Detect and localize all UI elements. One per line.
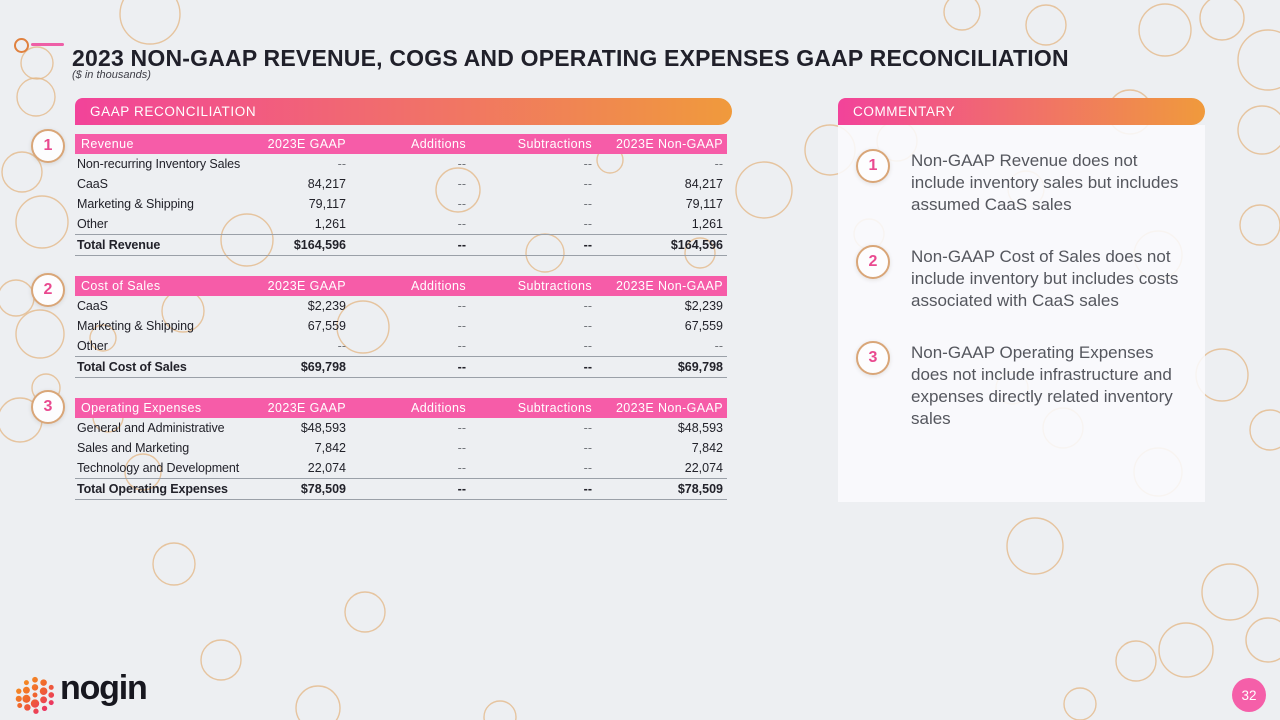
cell-value: -- [457,177,466,191]
accent-line [31,43,64,46]
commentary-item [856,245,1192,312]
column-header: Subtractions [470,398,596,418]
total-value: $78,509 [596,479,727,500]
cell-value: 84,217 [684,177,723,191]
table-row [75,458,727,479]
table-header-row [75,276,727,296]
cell-value: -- [583,441,592,455]
total-value: -- [350,235,470,256]
commentary-list [856,149,1192,459]
table-header-row [75,398,727,418]
section-header-commentary [838,98,1205,125]
page-title: 2023 NON-GAAP REVENUE, COGS AND OPERATING EXPENSES GAAP RECONCILIATION [72,45,1069,72]
row-label: Other [77,217,108,231]
cell-value: -- [457,299,466,313]
section-header-label: GAAP RECONCILIATION [90,104,257,119]
cell-value: -- [457,319,466,333]
cell-value: -- [337,339,346,353]
table-row [75,316,727,336]
commentary-text: Non-GAAP Cost of Sales does not include inventory but includes costs associated with CaaS sales [911,247,1179,310]
total-value: $164,596 [200,235,350,256]
row-label: Marketing & Shipping [77,319,194,333]
column-header: Subtractions [470,134,596,154]
total-value: -- [350,357,470,378]
cell-value: -- [583,319,592,333]
cost-of-sales-table [75,276,727,378]
cell-value: -- [583,421,592,435]
column-header: Additions [350,134,470,154]
table-title: Cost of Sales [75,276,200,296]
total-value: -- [470,479,596,500]
total-value: -- [470,357,596,378]
table-number-badge: 1 [31,129,65,163]
revenue-table [75,134,727,256]
cell-value: -- [457,461,466,475]
column-header: Additions [350,276,470,296]
cell-value: -- [583,339,592,353]
page-number-badge: 32 [1232,678,1266,712]
total-value: $78,509 [200,479,350,500]
column-header: 2023E GAAP [200,276,350,296]
table-header-row [75,134,727,154]
table-title: Revenue [75,134,200,154]
cell-value: $2,239 [307,299,346,313]
cell-value: 1,261 [314,217,346,231]
nogin-logo-text: nogin [60,669,147,707]
row-label: Marketing & Shipping [77,197,194,211]
row-label: Other [77,339,108,353]
table-row [75,418,727,438]
commentary-text: Non-GAAP Operating Expenses does not include infrastructure and expenses directly related inventory sales [911,343,1173,428]
cell-value: 1,261 [691,217,723,231]
table-row [75,194,727,214]
total-value: $164,596 [596,235,727,256]
cell-value: -- [337,157,346,171]
table-row [75,154,727,174]
column-header: 2023E GAAP [200,398,350,418]
row-label: Technology and Development [77,461,240,475]
table-number-badge: 3 [31,390,65,424]
cell-value: 79,117 [308,197,346,211]
commentary-number-badge: 2 [856,245,890,279]
row-label: CaaS [77,177,108,191]
total-value: $69,798 [596,357,727,378]
total-label: Total Revenue [75,235,200,256]
total-value: $69,798 [200,357,350,378]
total-row [75,357,727,378]
column-header: 2023E Non-GAAP [596,398,727,418]
section-header-gaap-reconciliation [75,98,732,125]
table-title: Operating Expenses [75,398,200,418]
column-header: Subtractions [470,276,596,296]
units-note: ($ in thousands) [72,69,151,81]
total-row [75,479,727,500]
cell-value: 67,559 [684,319,723,333]
table-row [75,174,727,194]
ring-icon [14,38,29,53]
table-row [75,438,727,458]
table-row [75,296,727,316]
cell-value: $48,593 [300,421,346,435]
cell-value: -- [583,461,592,475]
commentary-item [856,149,1192,216]
row-label: CaaS [77,299,108,313]
cell-value: $48,593 [677,421,723,435]
column-header: 2023E GAAP [200,134,350,154]
column-header: Additions [350,398,470,418]
total-row [75,235,727,256]
operating-expenses-table [75,398,727,500]
nogin-logo-icon [12,674,58,716]
section-header-label: COMMENTARY [853,104,956,119]
cell-value: 79,117 [685,197,723,211]
cell-value: 7,842 [314,441,346,455]
total-value: -- [470,235,596,256]
cell-value: 22,074 [684,461,723,475]
cell-value: -- [457,197,466,211]
table-row [75,214,727,235]
cell-value: 84,217 [307,177,346,191]
cell-value: -- [457,217,466,231]
commentary-number-badge: 3 [856,341,890,375]
commentary-item [856,341,1192,430]
cell-value: -- [583,299,592,313]
total-label: Total Cost of Sales [75,357,200,378]
cell-value: -- [583,197,592,211]
column-header: 2023E Non-GAAP [596,134,727,154]
table-row [75,336,727,357]
total-value: -- [350,479,470,500]
cell-value: -- [457,421,466,435]
commentary-number-badge: 1 [856,149,890,183]
cell-value: -- [457,157,466,171]
cell-value: $2,239 [684,299,723,313]
table-number-badge: 2 [31,273,65,307]
cell-value: 22,074 [307,461,346,475]
cell-value: -- [583,177,592,191]
cell-value: -- [583,217,592,231]
cell-value: 7,842 [691,441,723,455]
cell-value: -- [714,157,723,171]
column-header: 2023E Non-GAAP [596,276,727,296]
cell-value: -- [583,157,592,171]
cell-value: -- [457,339,466,353]
cell-value: -- [714,339,723,353]
cell-value: -- [457,441,466,455]
row-label: General and Administrative [77,421,225,435]
cell-value: 67,559 [307,319,346,333]
commentary-text: Non-GAAP Revenue does not include inventory sales but includes assumed CaaS sales [911,151,1179,214]
total-label: Total Operating Expenses [75,479,200,500]
row-label: Sales and Marketing [77,441,190,455]
row-label: Non-recurring Inventory Sales [77,157,241,171]
